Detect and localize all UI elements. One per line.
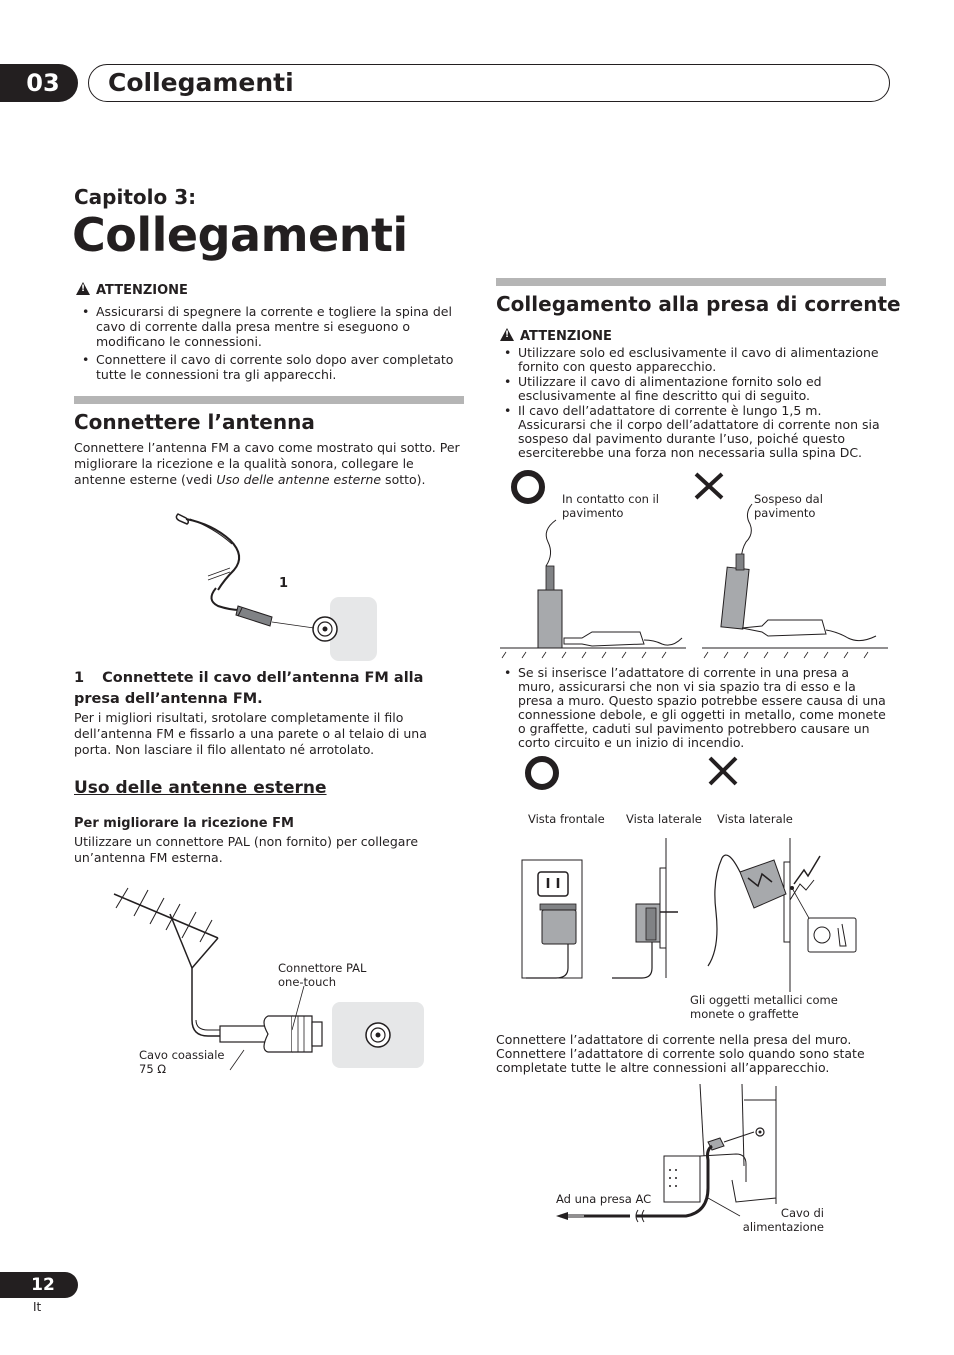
antenna-intro: Connettere l’antenna FM a cavo come mostrato qui sotto. Per migliorare la ricezione e la qualità sonora, collegare le antenne esterne (vedi Uso delle antenne esterne sotto). bbox=[74, 440, 460, 487]
power-section-title: Collegamento alla presa di corrente bbox=[496, 292, 901, 316]
list-item: • Assicurarsi di spegnere la corrente e togliere la spina del cavo di corrente dalla presa mentre si eseguono o modificano le connessioni. bbox=[74, 304, 466, 349]
chapter-label: Capitolo 3: bbox=[74, 185, 197, 209]
left-caution bbox=[76, 282, 466, 385]
wall-outlet-bullet bbox=[496, 666, 886, 753]
external-antenna-title: Uso delle antenne esterne bbox=[74, 778, 327, 798]
intro-reference: Uso delle antenne esterne bbox=[216, 472, 382, 487]
section-rule bbox=[74, 396, 464, 404]
callout-1: 1 bbox=[279, 576, 289, 591]
connect-instruction: Connettere l’adattatore di corrente nella presa del muro. Connettere l’adattatore di corrente solo quando sono state completate tutte le altre connessioni all’apparecchio. bbox=[496, 1032, 865, 1075]
coax-cable-label: Cavo coassiale 75 Ω bbox=[139, 1048, 225, 1076]
header-title: Collegamenti bbox=[108, 68, 294, 97]
caution-list bbox=[496, 346, 890, 460]
list-item: • Utilizzare il cavo di alimentazione fornito solo ed esclusivamente al fine descritto qui di seguito. bbox=[496, 375, 890, 403]
list-item: • Connettere il cavo di corrente solo dopo aver completato tutte le connessioni tra gli apparecchi. bbox=[74, 352, 466, 382]
floor-contact-label: In contatto con il pavimento bbox=[562, 492, 659, 520]
pal-connector-label: Connettore PAL one-touch bbox=[278, 961, 367, 989]
front-view-label: Vista frontale bbox=[528, 812, 605, 826]
page-number: 12 bbox=[0, 1272, 78, 1298]
external-antenna-body: Utilizzare un connettore PAL (non fornito) per collegare un’antenna FM esterna. bbox=[74, 834, 419, 865]
correct-mark-icon bbox=[514, 473, 542, 501]
list-item: • Il cavo dell’adattatore di corrente è lungo 1,5 m. Assicurarsi che il corpo dell’adattatore di corrente non sia sospeso dal pavimento durante l’uso, poiché questo eserciterebbe una forza non necessaria sulla spina DC. bbox=[496, 404, 890, 460]
caution-list bbox=[74, 304, 466, 382]
caution-heading: !ATTENZIONE bbox=[500, 328, 890, 344]
fm-antenna-illustration bbox=[150, 500, 390, 670]
adapter-floor-illustration bbox=[496, 468, 896, 668]
external-antenna-subhead: Per migliorare la ricezione FM bbox=[74, 816, 294, 831]
list-item: • Se si inserisce l’adattatore di corrente in una presa a muro, assicurarsi che non vi sia spazio tra di esso e la presa a muro. Questo spazio potrebbe essere causa di una connessione debole, e gli oggetti in metallo, come monete o graffette, caduti sul pavimento potrebbero causare un corto circuito e un inizio di incendio. bbox=[496, 666, 886, 750]
right-caution bbox=[500, 328, 890, 461]
suspended-label: Sospeso dal pavimento bbox=[754, 492, 823, 520]
caution-heading: !ATTENZIONE bbox=[76, 282, 466, 298]
step-1-title: 1 Connettete il cavo dell’antenna FM alla presa dell’antenna FM. bbox=[74, 670, 424, 707]
chapter-title: Collegamenti bbox=[72, 208, 408, 262]
side-view-label-2: Vista laterale bbox=[717, 812, 793, 826]
metal-objects-label: Gli oggetti metallici come monete o graffette bbox=[690, 993, 838, 1021]
arrow-left-icon bbox=[556, 1212, 568, 1220]
list-item: • Utilizzare solo ed esclusivamente il cavo di alimentazione fornito con questo apparecchio. bbox=[496, 346, 890, 374]
power-cord-label: Cavo di alimentazione bbox=[742, 1206, 824, 1234]
chapter-number-badge: 03 bbox=[0, 64, 78, 102]
correct-mark-icon bbox=[528, 759, 556, 787]
wall-outlet-illustration bbox=[496, 752, 896, 992]
language-code: It bbox=[33, 1300, 42, 1314]
side-view-label: Vista laterale bbox=[626, 812, 702, 826]
step-1-body: Per i migliori risultati, srotolare completamente il filo dell’antenna FM e fissarlo a una parete o al telaio di una porta. Non lasciare il filo allentato né arrotolato. bbox=[74, 710, 427, 757]
section-rule bbox=[496, 278, 886, 286]
antenna-section-title: Connettere l’antenna bbox=[74, 410, 315, 434]
ac-outlet-label: Ad una presa AC bbox=[556, 1192, 652, 1206]
warning-icon bbox=[76, 282, 90, 295]
warning-icon bbox=[500, 328, 514, 341]
